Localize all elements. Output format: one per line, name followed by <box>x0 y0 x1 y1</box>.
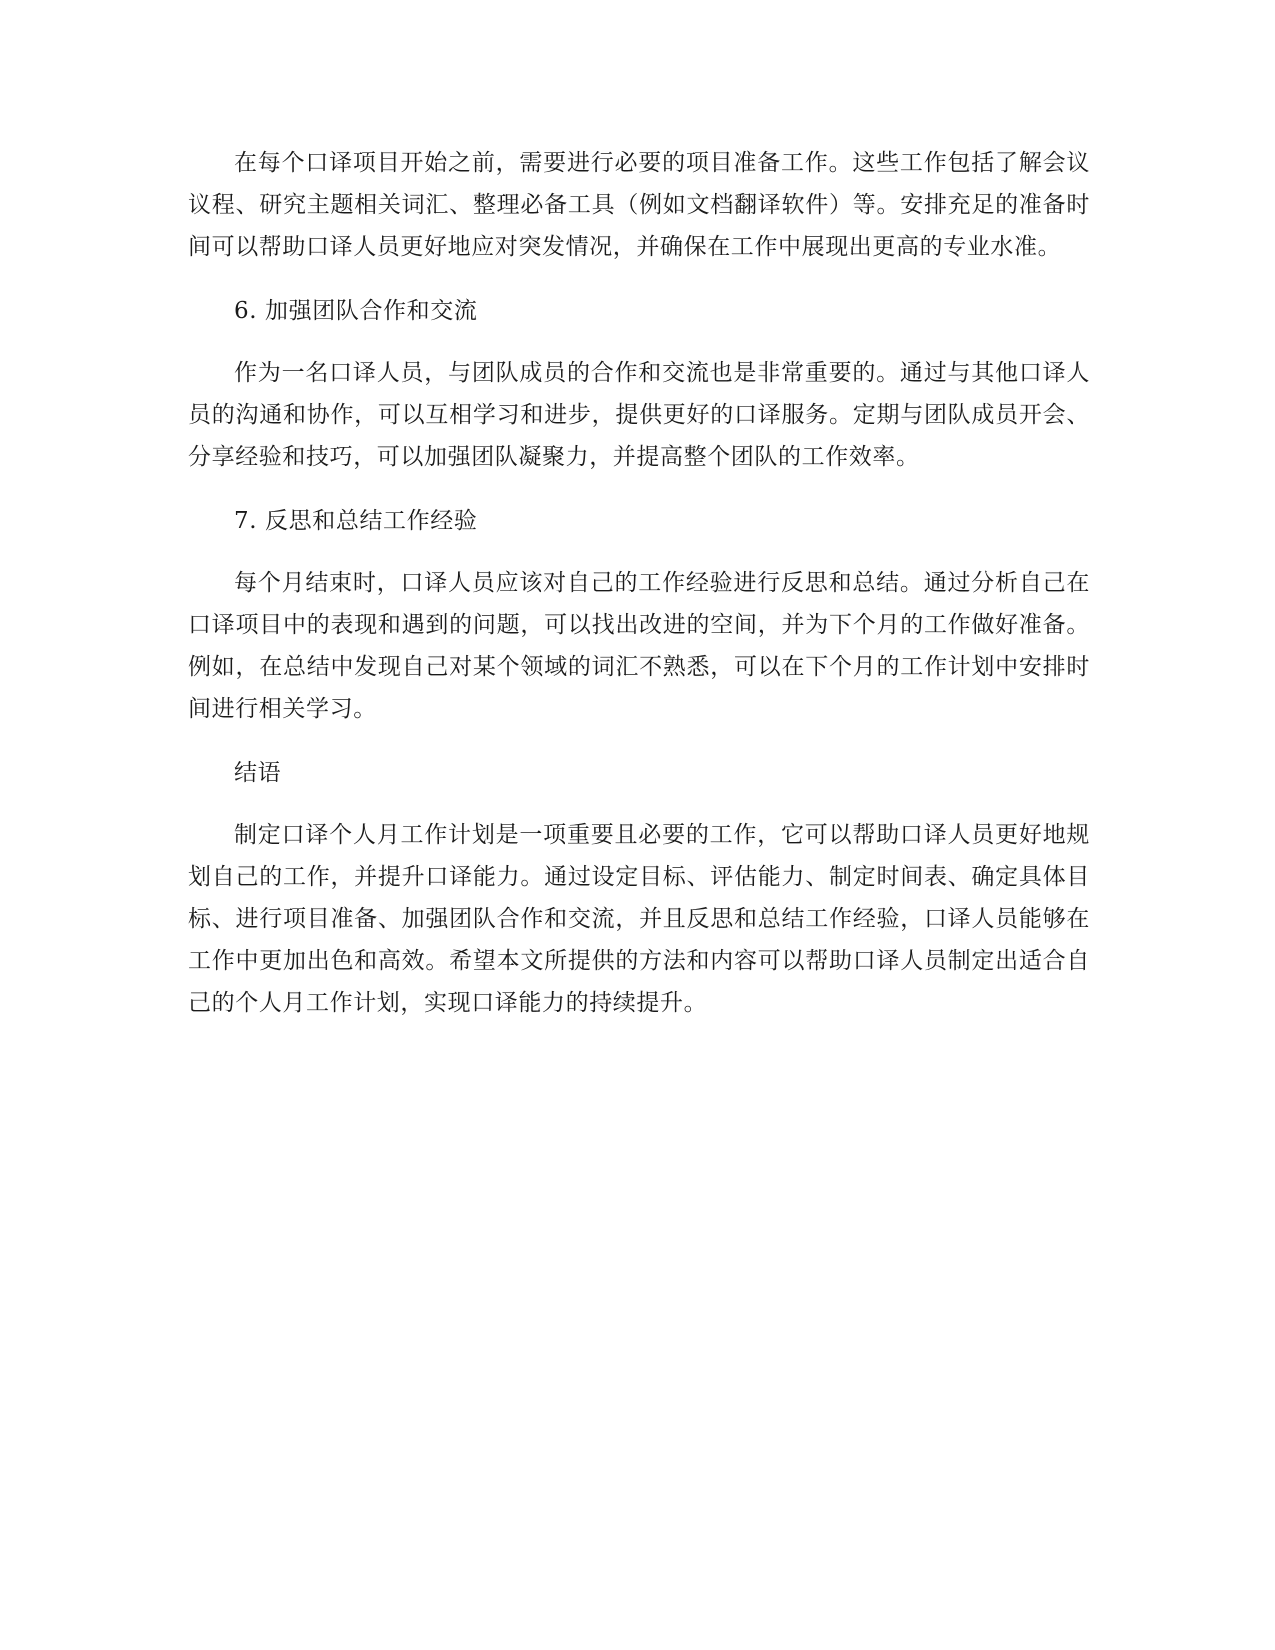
paragraph-project-preparation: 在每个口译项目开始之前，需要进行必要的项目准备工作。这些工作包括了解会议议程、研究主题相关词汇、整理必备工具（例如文档翻译软件）等。安排充足的准备时间可以帮助口译人员更好地应对突发情况，并确保在工作中展现出更高的专业水准。 <box>188 150 1090 260</box>
document-body <box>188 142 1090 1046</box>
paragraph-teamwork: 作为一名口译人员，与团队成员的合作和交流也是非常重要的。通过与其他口译人员的沟通和协作，可以互相学习和进步，提供更好的口译服务。定期与团队成员开会、分享经验和技巧，可以加强团队凝聚力，并提高整个团队的工作效率。 <box>188 360 1090 470</box>
heading-teamwork: 6. 加强团队合作和交流 <box>234 298 478 324</box>
paragraph-reflection: 每个月结束时，口译人员应该对自己的工作经验进行反思和总结。通过分析自己在口译项目中的表现和遇到的问题，可以找出改进的空间，并为下个月的工作做好准备。例如，在总结中发现自己对某个领域的词汇不熟悉，可以在下个月的工作计划中安排时间进行相关学习。 <box>188 570 1090 722</box>
heading-reflection: 7. 反思和总结工作经验 <box>234 508 478 534</box>
heading-conclusion: 结语 <box>234 760 282 786</box>
paragraph-conclusion: 制定口译个人月工作计划是一项重要且必要的工作，它可以帮助口译人员更好地规划自己的工作，并提升口译能力。通过设定目标、评估能力、制定时间表、确定具体目标、进行项目准备、加强团队合作和交流，并且反思和总结工作经验，口译人员能够在工作中更加出色和高效。希望本文所提供的方法和内容可以帮助口译人员制定出适合自己的个人月工作计划，实现口译能力的持续提升。 <box>188 822 1090 1016</box>
